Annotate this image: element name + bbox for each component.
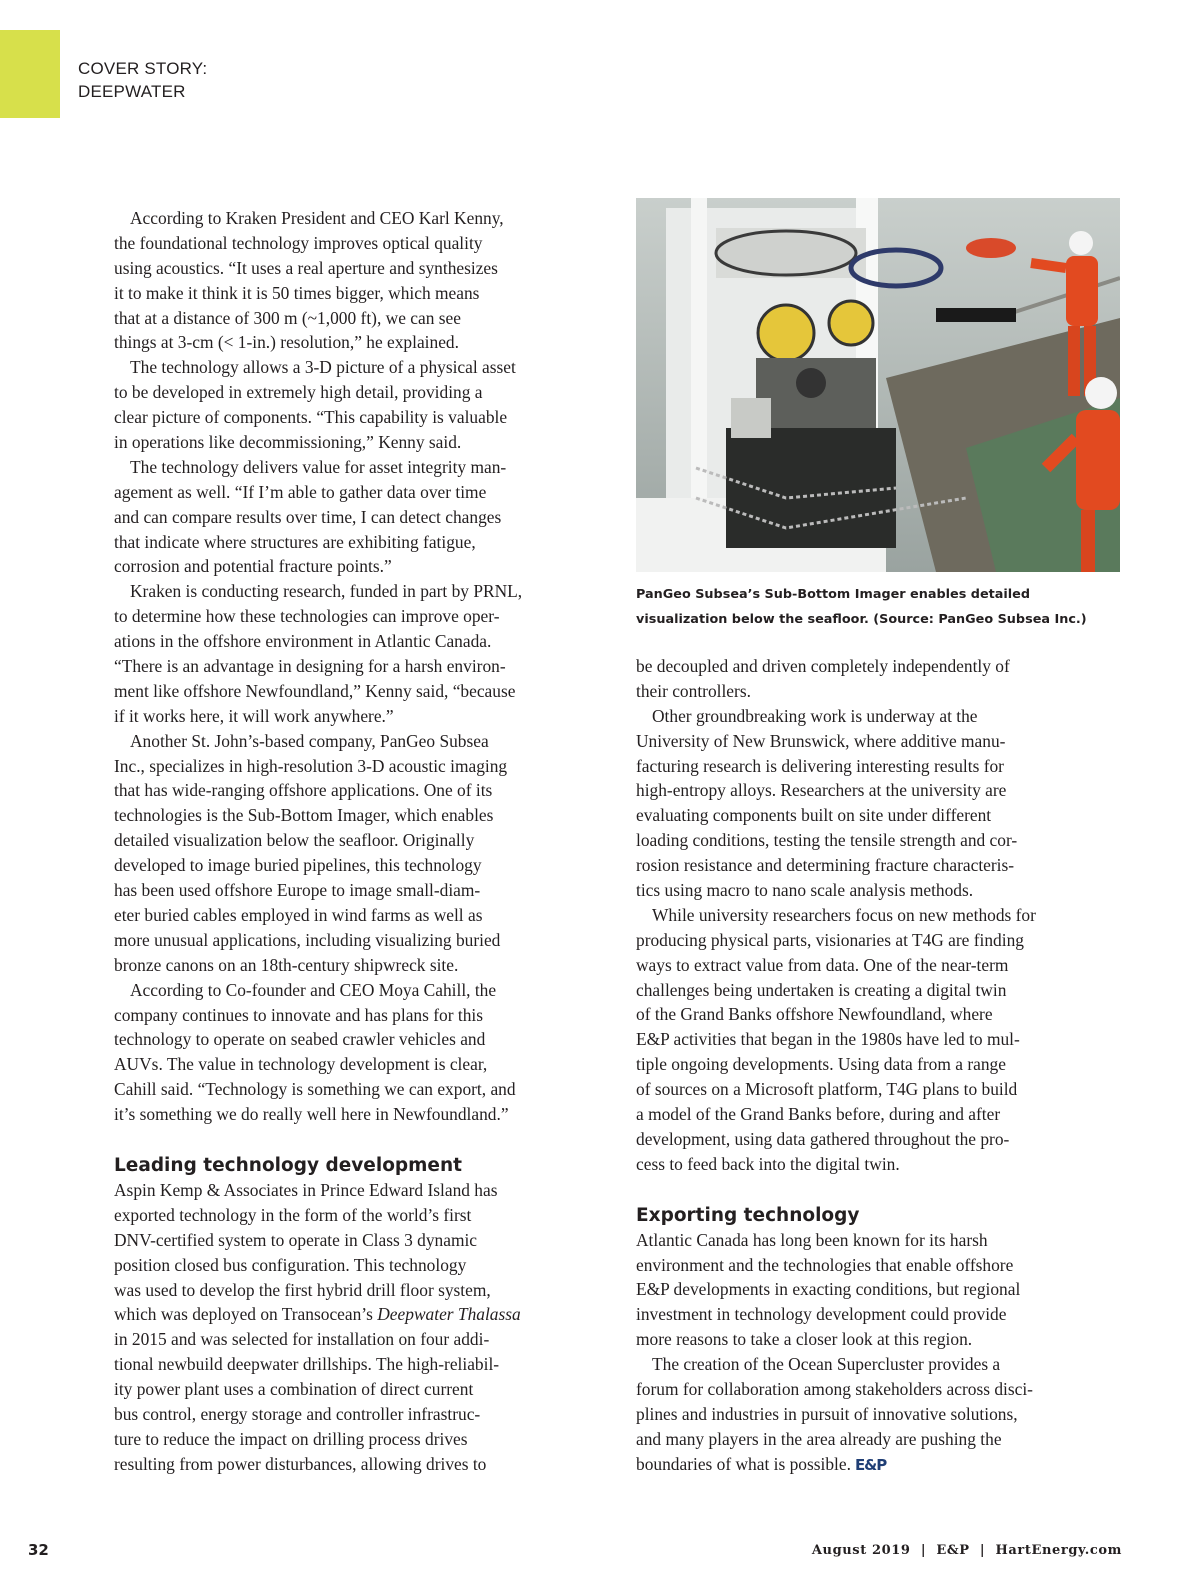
body-line: The technology delivers value for asset integrity man- [130, 456, 507, 477]
body-line: AUVs. The value in technology development is clear, [114, 1054, 488, 1075]
body-line: According to Co-founder and CEO Moya Cahill, the [130, 979, 497, 1000]
body-line: eter buried cables employed in wind farms as well as [114, 904, 483, 925]
paragraph-gap [636, 1177, 1126, 1203]
page-number: 32 [28, 1541, 49, 1559]
body-line: tiple ongoing developments. Using data from a range [636, 1054, 1006, 1075]
body-line: facturing research is delivering interesting results for [636, 755, 1004, 776]
body-line: of the Grand Banks offshore Newfoundland, where [636, 1004, 993, 1025]
body-line: Other groundbreaking work is underway at the [652, 705, 978, 726]
vessel-name: Deepwater Thalassa [377, 1304, 521, 1325]
footer-website: HartEnergy.com [995, 1543, 1122, 1558]
body-line: According to Kraken President and CEO Karl Kenny, [130, 208, 504, 228]
body-line: agement as well. “If I’m able to gather data over time [114, 481, 487, 502]
ep-end-logo: E&P [854, 1455, 887, 1474]
body-line: development, using data gathered throughout the pro- [636, 1128, 1010, 1149]
body-line: investment in technology development could provide [636, 1304, 1007, 1325]
paragraph-gap [114, 1127, 604, 1153]
body-line: technology to operate on seabed crawler vehicles and [114, 1029, 486, 1050]
right-article-column [636, 654, 1126, 1477]
body-line-final [636, 1452, 1126, 1477]
body-line: be decoupled and driven completely independently of [636, 656, 1010, 676]
body-line: has been used offshore Europe to image small-diam- [114, 880, 481, 901]
body-line: environment and the technologies that enable offshore [636, 1254, 1014, 1275]
body-line: DNV-certified system to operate in Class 3 dynamic [114, 1229, 478, 1250]
body-line: company continues to innovate and has plans for this [114, 1004, 483, 1025]
body-line: things at 3-cm (< 1-in.) resolution,” he explained. [114, 332, 459, 353]
body-line: tional newbuild deepwater drillships. The high-reliabil- [114, 1354, 500, 1375]
subbottom-imager-photo [636, 198, 1120, 572]
body-line: bronze canons on an 18th-century shipwreck site. [114, 954, 459, 975]
body-line-text: which was deployed on Transocean’s [114, 1304, 373, 1325]
section-label-line-2: DEEPWATER [78, 82, 186, 101]
body-line: Cahill said. “Technology is something we can export, and [114, 1079, 516, 1100]
body-line: E&P developments in exacting conditions, but regional [636, 1279, 1021, 1300]
body-line: E&P activities that began in the 1980s have led to mul- [636, 1029, 1020, 1050]
body-line: that indicate where structures are exhibiting fatigue, [114, 531, 476, 552]
body-line: forum for collaboration among stakeholders across disci- [636, 1379, 1033, 1400]
page-footer [812, 1543, 1122, 1558]
body-line: it’s something we do really well here in Newfoundland.” [114, 1104, 509, 1125]
subheading-leading-technology: Leading technology development [114, 1154, 462, 1176]
body-line: detailed visualization below the seafloor. Originally [114, 830, 475, 851]
body-line: corrosion and potential fracture points.” [114, 556, 392, 577]
body-line: While university researchers focus on new methods for [652, 904, 1036, 925]
body-line: and many players in the area already are pushing the [636, 1428, 1002, 1449]
body-line: to be developed in extremely high detail, providing a [114, 382, 483, 403]
body-line-with-vessel [114, 1302, 604, 1327]
body-line: bus control, energy storage and controller infrastruc- [114, 1403, 481, 1424]
photo-caption [636, 582, 1126, 632]
body-line: The creation of the Ocean Supercluster provides a [652, 1354, 1001, 1375]
body-line: to determine how these technologies can improve oper- [114, 606, 500, 627]
body-line: University of New Brunswick, where additive manu- [636, 730, 1006, 751]
body-line: developed to image buried pipelines, this technology [114, 855, 482, 876]
section-label-line-1: COVER STORY: [78, 59, 208, 78]
body-line: ment like offshore Newfoundland,” Kenny said, “because [114, 680, 516, 701]
body-line: evaluating components built on site under different [636, 805, 992, 826]
body-line: ture to reduce the impact on drilling process drives [114, 1428, 468, 1449]
body-line-text: boundaries of what is possible. [636, 1453, 851, 1474]
body-line: Kraken is conducting research, funded in part by PRNL, [130, 581, 523, 602]
body-line: more unusual applications, including visualizing buried [114, 929, 501, 950]
body-line: it to make it think it is 50 times bigger, which means [114, 282, 480, 303]
body-line: loading conditions, testing the tensile strength and cor- [636, 830, 1018, 851]
body-line: cess to feed back into the digital twin. [636, 1153, 900, 1174]
body-line: their controllers. [636, 680, 751, 701]
body-line: if it works here, it will work anywhere.” [114, 705, 394, 726]
body-line: tics using macro to nano scale analysis methods. [636, 880, 974, 901]
body-line: technologies is the Sub-Bottom Imager, which enables [114, 805, 494, 826]
body-line: challenges being undertaken is creating a digital twin [636, 979, 1007, 1000]
body-line: ations in the offshore environment in Atlantic Canada. [114, 631, 492, 652]
footer-issue: August 2019 [811, 1543, 911, 1558]
body-line: and can compare results over time, I can detect changes [114, 506, 502, 527]
left-article-column [114, 206, 604, 1477]
body-line: Aspin Kemp & Associates in Prince Edward Island has [114, 1179, 498, 1200]
caption-line-2: visualization below the seafloor. (Source: PanGeo Subsea Inc.) [636, 612, 1087, 627]
body-line: that has wide-ranging offshore applications. One of its [114, 780, 493, 801]
body-line: more reasons to take a closer look at this region. [636, 1329, 973, 1350]
body-line: resulting from power disturbances, allowing drives to [114, 1453, 487, 1474]
body-line: plines and industries in pursuit of innovative solutions, [636, 1403, 1018, 1424]
body-line: Atlantic Canada has long been known for its harsh [636, 1229, 988, 1250]
body-line: in operations like decommissioning,” Kenny said. [114, 432, 462, 453]
photo-illustration [636, 198, 1120, 572]
body-line: position closed bus configuration. This technology [114, 1254, 467, 1275]
body-line: rosion resistance and determining fracture characteris- [636, 855, 1015, 876]
body-line: The technology allows a 3-D picture of a physical asset [130, 357, 516, 378]
subheading-exporting-technology: Exporting technology [636, 1204, 860, 1226]
body-line: clear picture of components. “This capability is valuable [114, 407, 508, 428]
body-line: was used to develop the first hybrid drill floor system, [114, 1279, 491, 1300]
footer-publication: E&P [936, 1543, 970, 1558]
body-line: in 2015 and was selected for installation on four addi- [114, 1329, 490, 1350]
body-line: ways to extract value from data. One of the near-term [636, 954, 1009, 975]
footer-separator: | [920, 1543, 927, 1558]
footer-separator: | [979, 1543, 986, 1558]
body-line: “There is an advantage in designing for a harsh environ- [114, 656, 506, 677]
body-line: high-entropy alloys. Researchers at the university are [636, 780, 1007, 801]
body-line: the foundational technology improves optical quality [114, 232, 483, 253]
body-line: using acoustics. “It uses a real aperture and synthesizes [114, 257, 498, 278]
caption-line-1: PanGeo Subsea’s Sub-Bottom Imager enables detailed [636, 587, 1030, 602]
body-line: Another St. John’s-based company, PanGeo Subsea [130, 730, 489, 751]
section-color-tab [0, 30, 60, 118]
body-line: ity power plant uses a combination of direct current [114, 1379, 474, 1400]
body-line: producing physical parts, visionaries at T4G are finding [636, 929, 1024, 950]
body-line: of sources on a Microsoft platform, T4G plans to build [636, 1079, 1018, 1100]
body-line: exported technology in the form of the world’s first [114, 1204, 472, 1225]
body-line: that at a distance of 300 m (~1,000 ft), we can see [114, 307, 461, 328]
section-label [78, 57, 207, 103]
body-line: Inc., specializes in high-resolution 3-D acoustic imaging [114, 755, 508, 776]
body-line: a model of the Grand Banks before, during and after [636, 1104, 1001, 1125]
